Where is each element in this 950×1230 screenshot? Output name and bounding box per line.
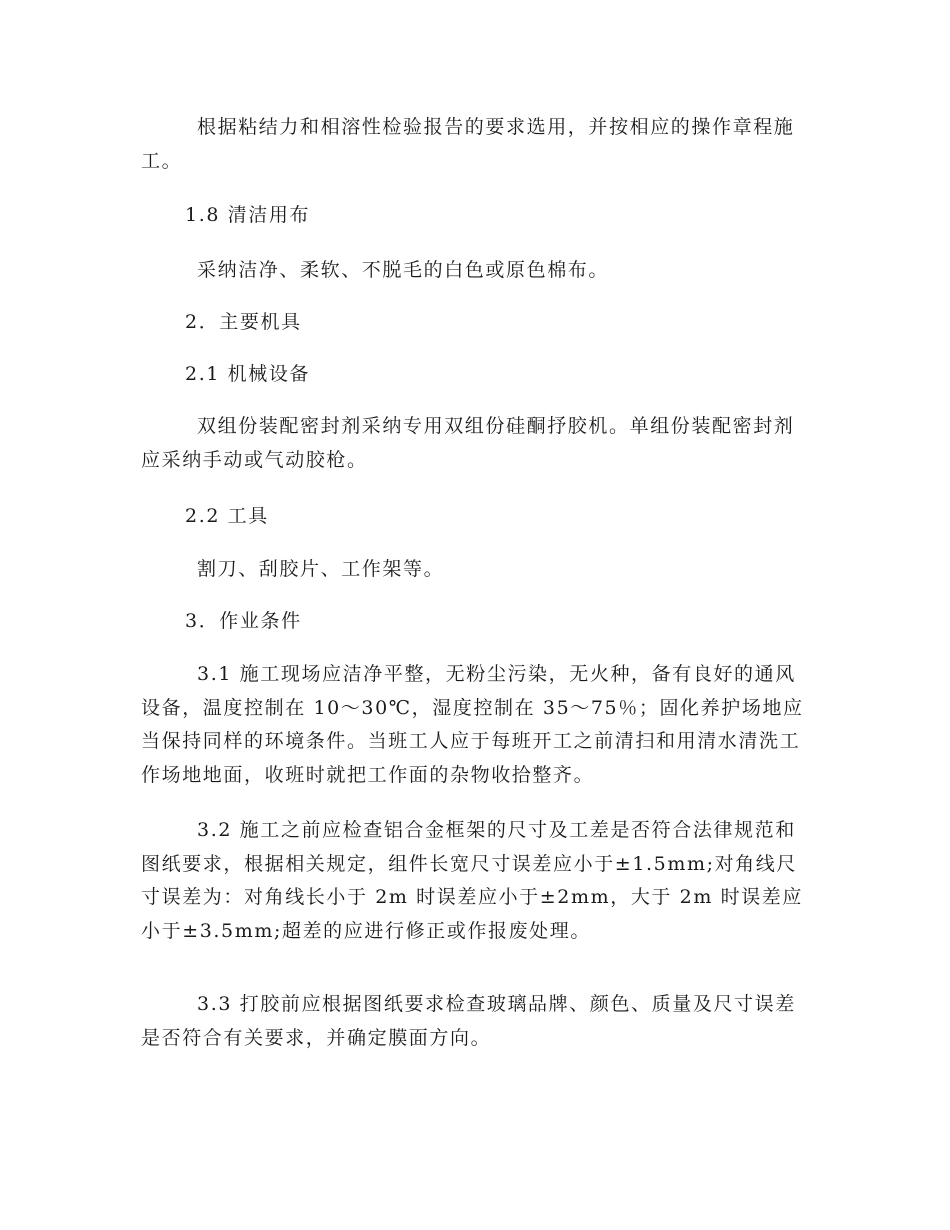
paragraph-tools: 割刀、刮胶片、工作架等。: [197, 558, 445, 580]
section-heading-3: 3．作业条件: [185, 610, 302, 632]
section-heading-2-2: 2.2 工具: [185, 505, 269, 527]
section-heading-1-8: 1.8 清洁用布: [185, 204, 311, 226]
paragraph-cleaning-cloth: 采纳洁净、柔软、不脱毛的白色或原色棉布。: [197, 259, 610, 281]
paragraph-machinery: 双组份装配密封剂采纳专用双组份硅酮抒胶机。单组份装配密封剂应采纳手动或气动胶枪。: [141, 415, 795, 471]
section-heading-2-1: 2.1 机械设备: [185, 363, 311, 385]
paragraph-frame-inspection: 3.2 施工之前应检查铝合金框架的尺寸及工差是否符合法律规范和图纸要求，根据相关规定，组件长宽尺寸误差应小于±1.5mm;对角线尺寸误差为：对角线长小于 2m 时误差应小于±2mm，大于 2m 时误差应小于±3.5mm;超差的应进行修正或作报废处理。: [141, 819, 804, 942]
paragraph-site-conditions: 3.1 施工现场应洁净平整，无粉尘污染，无火种，备有良好的通风设备，温度控制在 10～30℃，湿度控制在 35～75％；固化养护场地应当保持同样的环境条件。当班工人应于每班开工之前清扫和用清水清洗工作场地地面，收班时就把工作面的杂物收拾整齐。: [141, 663, 804, 786]
section-heading-2: 2．主要机具: [185, 311, 302, 333]
paragraph-glass-inspection: 3.3 打胶前应根据图纸要求检查玻璃品牌、颜色、质量及尺寸误差是否符合有关要求，并确定膜面方向。: [141, 993, 796, 1049]
paragraph-adhesive-selection: 根据粘结力和相溶性检验报告的要求选用，并按相应的操作章程施工。: [141, 116, 795, 172]
